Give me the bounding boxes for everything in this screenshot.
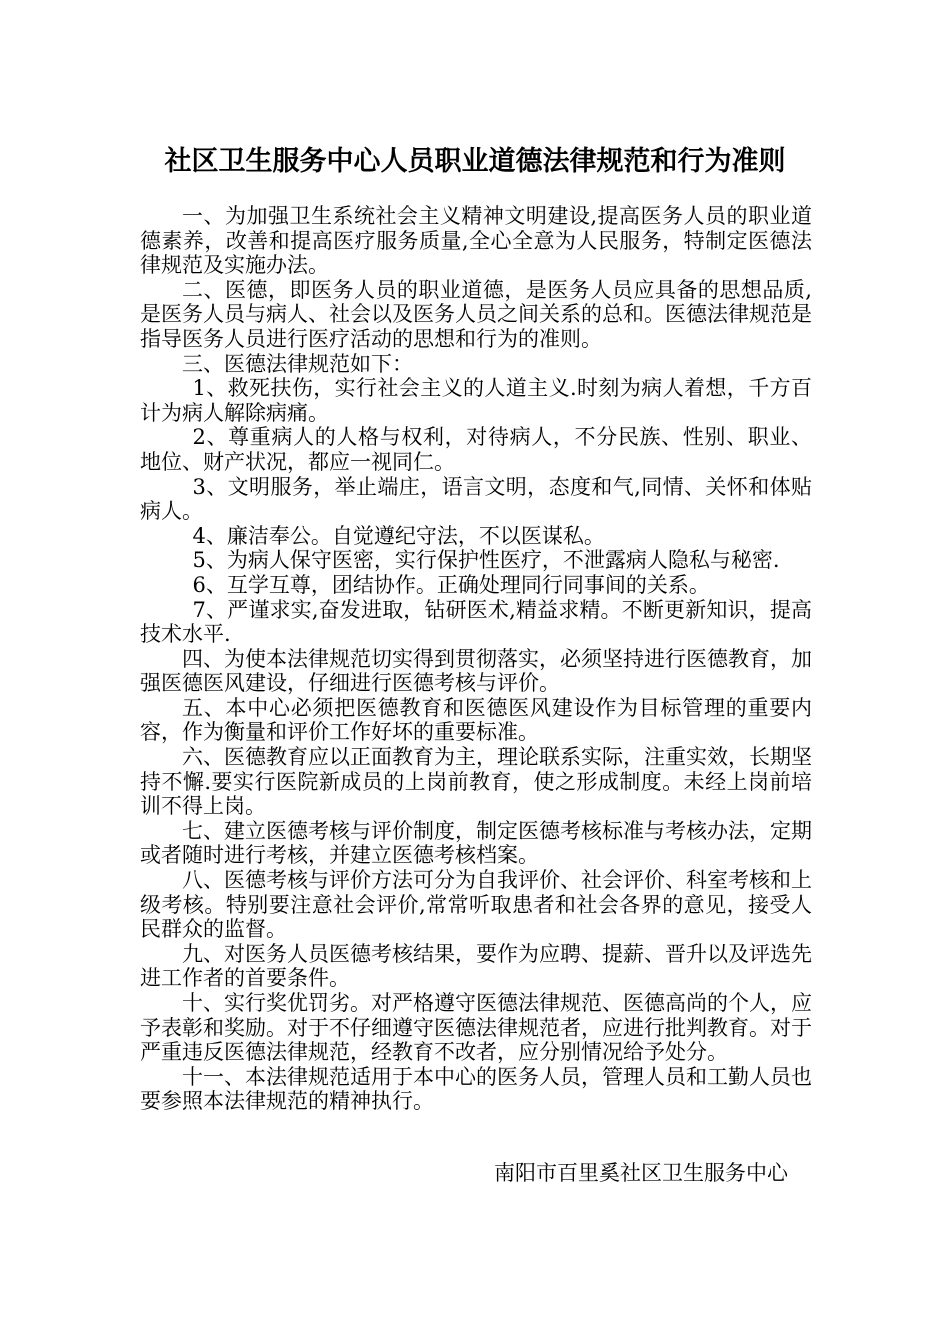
paragraph-3: 三、医德法律规范如下： — [182, 351, 413, 376]
paragraph-2: 二、医德，即医务人员的职业道德，是医务人员应具备的思想品质,是医务人员与病人、社会以及医务人员之间关系的总和。医德法律规范是指导医务人员进行医疗活动的思想和行为的准则。 — [140, 277, 812, 351]
document-body — [140, 204, 812, 1114]
paragraph-4: 四、为使本法律规范切实得到贯彻落实，必须坚持进行医德教育，加强医德医风建设，仔细进行医德考核与评价。 — [140, 646, 812, 696]
list-item-5: 5、为病人保守医密，实行保护性医疗，不泄露病人隐私与秘密. — [192, 548, 780, 573]
list-item-7: 7、严谨求实,奋发进取，钻研医术,精益求精。不断更新知识，提高技术水平. — [140, 597, 812, 647]
paragraph-1: 一、为加强卫生系统社会主义精神文明建设,提高医务人员的职业道德素养，改善和提高医疗服务质量,全心全意为人民服务，特制定医德法律规范及实施办法。 — [140, 204, 812, 278]
list-item-1: 1、救死扶伤，实行社会主义的人道主义.时刻为病人着想，千方百计为病人解除病痛。 — [140, 376, 812, 425]
paragraph-11: 十一、本法律规范适用于本中心的医务人员，管理人员和工勤人员也要参照本法律规范的精神执行。 — [140, 1064, 812, 1114]
signature-organization: 南阳市百里奚社区卫生服务中心 — [494, 1161, 788, 1185]
list-item-3: 3、文明服务，举止端庄，语言文明，态度和气,同情、关怀和体贴病人。 — [140, 474, 812, 524]
paragraph-10: 十、实行奖优罚劣。对严格遵守医德法律规范、医德高尚的个人，应予表彰和奖励。对于不仔细遵守医德法律规范者，应进行批判教育。对于严重违反医德法律规范，经教育不改者，应分别情况给予处分。 — [140, 991, 812, 1065]
list-item-6: 6、互学互尊，团结协作。正确处理同行同事间的关系。 — [192, 572, 710, 597]
paragraph-9: 九、对医务人员医德考核结果，要作为应聘、提薪、晋升以及评选先进工作者的首要条件。 — [140, 941, 812, 991]
document-title: 社区卫生服务中心人员职业道德法律规范和行为准则 — [164, 146, 786, 177]
paragraph-5: 五、本中心必须把医德教育和医德医风建设作为目标管理的重要内容，作为衡量和评价工作好坏的重要标准。 — [140, 695, 812, 745]
list-item-2: 2、尊重病人的人格与权利，对待病人，不分民族、性别、职业、地位、财产状况，都应一视同仁。 — [140, 425, 812, 474]
paragraph-8: 八、医德考核与评价方法可分为自我评价、社会评价、科室考核和上级考核。特别要注意社会评价,常常听取患者和社会各界的意见，接受人民群众的监督。 — [140, 868, 812, 942]
paragraph-7: 七、建立医德考核与评价制度，制定医德考核标准与考核办法，定期或者随时进行考核，并建立医德考核档案。 — [140, 818, 812, 868]
list-item-4: 4、廉洁奉公。自觉遵纪守法，不以医谋私。 — [192, 523, 605, 548]
paragraph-6: 六、医德教育应以正面教育为主，理论联系实际，注重实效，长期坚持不懈.要实行医院新成员的上岗前教育，使之形成制度。未经上岗前培训不得上岗。 — [140, 745, 812, 819]
